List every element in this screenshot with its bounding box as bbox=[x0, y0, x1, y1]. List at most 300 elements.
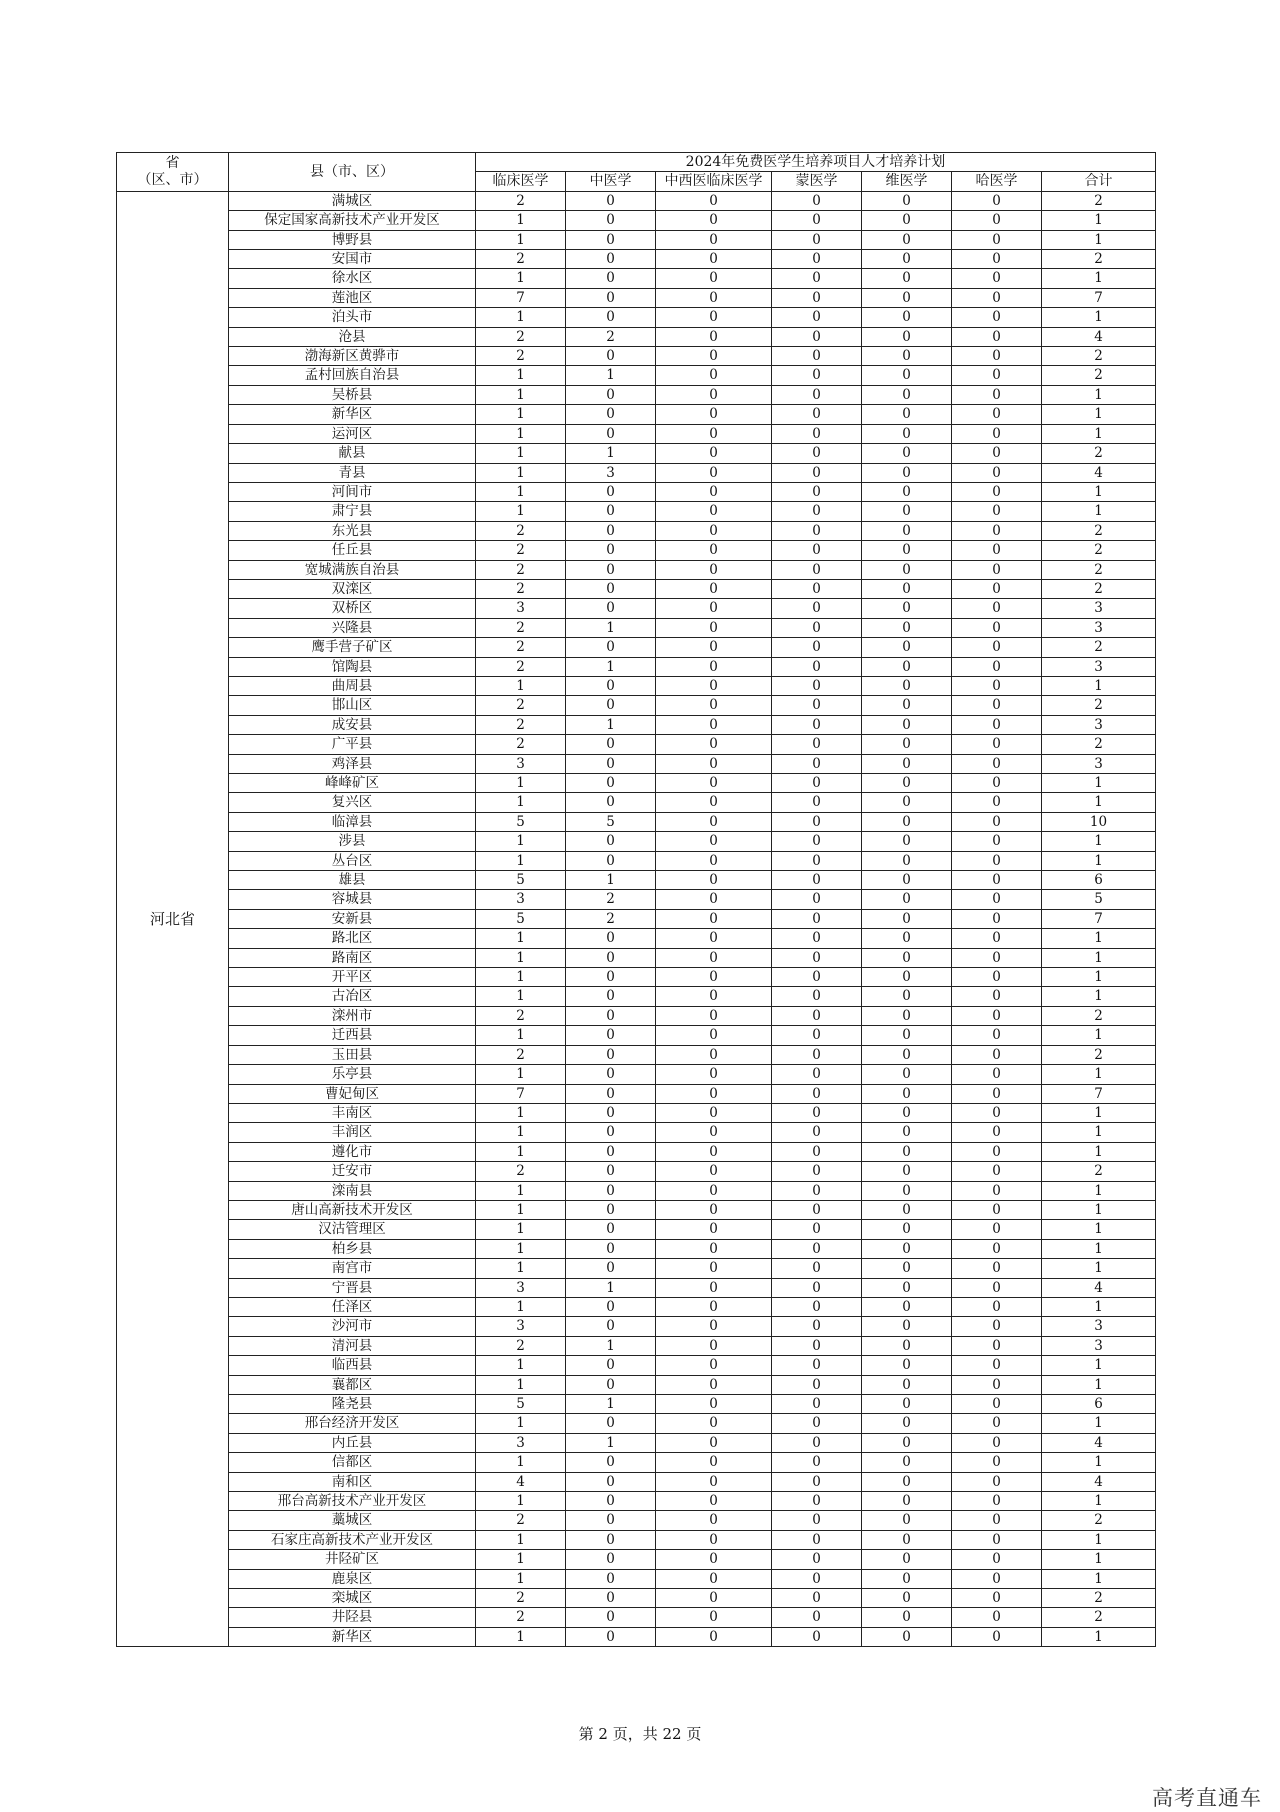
value-cell: 2 bbox=[476, 521, 566, 540]
value-cell: 1 bbox=[566, 444, 656, 463]
value-cell: 1 bbox=[476, 948, 566, 967]
value-cell: 0 bbox=[952, 211, 1042, 230]
value-cell: 1 bbox=[476, 424, 566, 443]
value-cell: 1 bbox=[476, 1627, 566, 1646]
value-cell: 0 bbox=[862, 1259, 952, 1278]
value-cell: 0 bbox=[952, 1220, 1042, 1239]
value-cell: 0 bbox=[656, 541, 772, 560]
value-cell: 1 bbox=[566, 715, 656, 734]
table-row bbox=[117, 230, 1156, 249]
county-cell: 徐水区 bbox=[229, 269, 476, 288]
value-cell: 1 bbox=[1042, 1181, 1156, 1200]
value-cell: 0 bbox=[772, 1569, 862, 1588]
county-cell: 青县 bbox=[229, 463, 476, 482]
value-cell: 2 bbox=[476, 1336, 566, 1355]
table-row bbox=[117, 1395, 1156, 1414]
county-cell: 容城县 bbox=[229, 890, 476, 909]
value-cell: 0 bbox=[952, 929, 1042, 948]
value-cell: 1 bbox=[1042, 1123, 1156, 1142]
column-header: 维医学 bbox=[862, 172, 952, 191]
value-cell: 0 bbox=[772, 1627, 862, 1646]
value-cell: 0 bbox=[772, 890, 862, 909]
table-row bbox=[117, 929, 1156, 948]
value-cell: 1 bbox=[476, 230, 566, 249]
value-cell: 3 bbox=[476, 890, 566, 909]
value-cell: 0 bbox=[772, 948, 862, 967]
watermark-text: 高考直通车 bbox=[1152, 1786, 1262, 1810]
value-cell: 0 bbox=[862, 444, 952, 463]
value-cell: 0 bbox=[772, 327, 862, 346]
value-cell: 0 bbox=[656, 1492, 772, 1511]
value-cell: 1 bbox=[476, 463, 566, 482]
value-cell: 2 bbox=[566, 327, 656, 346]
value-cell: 3 bbox=[566, 463, 656, 482]
value-cell: 0 bbox=[656, 832, 772, 851]
value-cell: 0 bbox=[656, 638, 772, 657]
value-cell: 0 bbox=[656, 211, 772, 230]
value-cell: 0 bbox=[772, 1142, 862, 1161]
value-cell: 0 bbox=[952, 1200, 1042, 1219]
value-cell: 0 bbox=[656, 1589, 772, 1608]
value-cell: 0 bbox=[862, 1142, 952, 1161]
value-cell: 0 bbox=[566, 502, 656, 521]
county-cell: 双桥区 bbox=[229, 599, 476, 618]
table-row bbox=[117, 1356, 1156, 1375]
value-cell: 0 bbox=[952, 424, 1042, 443]
table-row bbox=[117, 1608, 1156, 1627]
county-cell: 临漳县 bbox=[229, 812, 476, 831]
value-cell: 0 bbox=[952, 1589, 1042, 1608]
value-cell: 0 bbox=[952, 1356, 1042, 1375]
county-cell: 南和区 bbox=[229, 1472, 476, 1491]
county-cell: 襄都区 bbox=[229, 1375, 476, 1394]
table-row bbox=[117, 968, 1156, 987]
value-cell: 0 bbox=[862, 1569, 952, 1588]
table-row bbox=[117, 638, 1156, 657]
county-cell: 滦州市 bbox=[229, 1006, 476, 1025]
value-cell: 0 bbox=[772, 638, 862, 657]
value-cell: 1 bbox=[1042, 1375, 1156, 1394]
value-cell: 0 bbox=[566, 482, 656, 501]
value-cell: 0 bbox=[656, 657, 772, 676]
value-cell: 3 bbox=[1042, 754, 1156, 773]
value-cell: 2 bbox=[1042, 735, 1156, 754]
county-header: 县（市、区） bbox=[229, 153, 476, 192]
value-cell: 0 bbox=[862, 1239, 952, 1258]
value-cell: 0 bbox=[566, 288, 656, 307]
value-cell: 0 bbox=[772, 308, 862, 327]
value-cell: 0 bbox=[656, 250, 772, 269]
value-cell: 0 bbox=[772, 1278, 862, 1297]
value-cell: 0 bbox=[862, 1336, 952, 1355]
county-cell: 馆陶县 bbox=[229, 657, 476, 676]
value-cell: 0 bbox=[862, 1123, 952, 1142]
value-cell: 5 bbox=[476, 909, 566, 928]
value-cell: 0 bbox=[862, 1608, 952, 1627]
table-row bbox=[117, 405, 1156, 424]
value-cell: 0 bbox=[772, 1065, 862, 1084]
value-cell: 4 bbox=[1042, 327, 1156, 346]
value-cell: 0 bbox=[566, 1530, 656, 1549]
value-cell: 0 bbox=[656, 812, 772, 831]
value-cell: 1 bbox=[1042, 405, 1156, 424]
value-cell: 1 bbox=[476, 269, 566, 288]
county-cell: 莲池区 bbox=[229, 288, 476, 307]
value-cell: 0 bbox=[952, 579, 1042, 598]
table-row bbox=[117, 1065, 1156, 1084]
value-cell: 0 bbox=[952, 1492, 1042, 1511]
value-cell: 0 bbox=[656, 327, 772, 346]
county-cell: 雄县 bbox=[229, 871, 476, 890]
value-cell: 0 bbox=[566, 1065, 656, 1084]
county-cell: 鹿泉区 bbox=[229, 1569, 476, 1588]
value-cell: 0 bbox=[566, 1220, 656, 1239]
value-cell: 0 bbox=[772, 793, 862, 812]
county-cell: 古冶区 bbox=[229, 987, 476, 1006]
value-cell: 0 bbox=[656, 1433, 772, 1452]
county-cell: 肃宁县 bbox=[229, 502, 476, 521]
county-cell: 渤海新区黄骅市 bbox=[229, 347, 476, 366]
value-cell: 2 bbox=[1042, 560, 1156, 579]
county-cell: 广平县 bbox=[229, 735, 476, 754]
county-cell: 曹妃甸区 bbox=[229, 1084, 476, 1103]
table-row bbox=[117, 890, 1156, 909]
value-cell: 0 bbox=[566, 1200, 656, 1219]
plan-title-header: 2024年免费医学生培养项目人才培养计划 bbox=[476, 153, 1156, 172]
value-cell: 1 bbox=[1042, 230, 1156, 249]
value-cell: 0 bbox=[862, 851, 952, 870]
value-cell: 0 bbox=[952, 366, 1042, 385]
table-row bbox=[117, 579, 1156, 598]
value-cell: 1 bbox=[476, 1026, 566, 1045]
value-cell: 0 bbox=[566, 1472, 656, 1491]
table-row bbox=[117, 347, 1156, 366]
value-cell: 1 bbox=[1042, 851, 1156, 870]
table-row bbox=[117, 1550, 1156, 1569]
value-cell: 1 bbox=[476, 366, 566, 385]
value-cell: 0 bbox=[952, 444, 1042, 463]
column-header: 中医学 bbox=[566, 172, 656, 191]
value-cell: 1 bbox=[1042, 1530, 1156, 1549]
value-cell: 1 bbox=[566, 1395, 656, 1414]
value-cell: 0 bbox=[862, 1356, 952, 1375]
value-cell: 1 bbox=[476, 1414, 566, 1433]
table-row bbox=[117, 308, 1156, 327]
value-cell: 0 bbox=[566, 1608, 656, 1627]
value-cell: 0 bbox=[772, 1006, 862, 1025]
value-cell: 0 bbox=[566, 579, 656, 598]
value-cell: 0 bbox=[656, 1511, 772, 1530]
value-cell: 1 bbox=[476, 1239, 566, 1258]
value-cell: 2 bbox=[1042, 579, 1156, 598]
county-cell: 迁安市 bbox=[229, 1162, 476, 1181]
value-cell: 0 bbox=[566, 754, 656, 773]
county-cell: 汉沽管理区 bbox=[229, 1220, 476, 1239]
value-cell: 1 bbox=[1042, 1356, 1156, 1375]
value-cell: 0 bbox=[862, 909, 952, 928]
value-cell: 0 bbox=[656, 444, 772, 463]
value-cell: 0 bbox=[656, 1006, 772, 1025]
value-cell: 0 bbox=[952, 1414, 1042, 1433]
value-cell: 0 bbox=[656, 366, 772, 385]
table-row bbox=[117, 463, 1156, 482]
value-cell: 0 bbox=[656, 754, 772, 773]
value-cell: 0 bbox=[952, 1297, 1042, 1316]
value-cell: 0 bbox=[772, 541, 862, 560]
value-cell: 5 bbox=[1042, 890, 1156, 909]
value-cell: 2 bbox=[476, 1608, 566, 1627]
value-cell: 0 bbox=[772, 1181, 862, 1200]
county-cell: 邢台高新技术产业开发区 bbox=[229, 1492, 476, 1511]
value-cell: 2 bbox=[1042, 366, 1156, 385]
value-cell: 0 bbox=[772, 909, 862, 928]
value-cell: 0 bbox=[656, 269, 772, 288]
value-cell: 0 bbox=[952, 308, 1042, 327]
value-cell: 1 bbox=[1042, 987, 1156, 1006]
value-cell: 0 bbox=[566, 599, 656, 618]
value-cell: 0 bbox=[772, 405, 862, 424]
table-row bbox=[117, 1375, 1156, 1394]
value-cell: 0 bbox=[862, 638, 952, 657]
value-cell: 2 bbox=[476, 1589, 566, 1608]
value-cell: 1 bbox=[566, 366, 656, 385]
value-cell: 2 bbox=[1042, 1162, 1156, 1181]
county-cell: 滦南县 bbox=[229, 1181, 476, 1200]
value-cell: 2 bbox=[1042, 541, 1156, 560]
value-cell: 0 bbox=[656, 1142, 772, 1161]
table-row bbox=[117, 191, 1156, 210]
value-cell: 1 bbox=[476, 774, 566, 793]
value-cell: 0 bbox=[656, 851, 772, 870]
value-cell: 2 bbox=[476, 1511, 566, 1530]
value-cell: 0 bbox=[656, 735, 772, 754]
value-cell: 0 bbox=[772, 1220, 862, 1239]
value-cell: 0 bbox=[952, 1453, 1042, 1472]
value-cell: 0 bbox=[566, 1550, 656, 1569]
value-cell: 0 bbox=[656, 308, 772, 327]
value-cell: 0 bbox=[566, 987, 656, 1006]
table-row bbox=[117, 851, 1156, 870]
table-row bbox=[117, 269, 1156, 288]
value-cell: 0 bbox=[952, 1336, 1042, 1355]
value-cell: 0 bbox=[566, 1026, 656, 1045]
value-cell: 0 bbox=[952, 871, 1042, 890]
value-cell: 0 bbox=[952, 1530, 1042, 1549]
value-cell: 0 bbox=[656, 579, 772, 598]
value-cell: 0 bbox=[772, 1472, 862, 1491]
value-cell: 1 bbox=[1042, 1414, 1156, 1433]
value-cell: 0 bbox=[952, 1239, 1042, 1258]
table-row bbox=[117, 735, 1156, 754]
value-cell: 0 bbox=[952, 385, 1042, 404]
value-cell: 0 bbox=[862, 1200, 952, 1219]
value-cell: 0 bbox=[656, 1375, 772, 1394]
value-cell: 0 bbox=[862, 405, 952, 424]
county-cell: 清河县 bbox=[229, 1336, 476, 1355]
county-cell: 沧县 bbox=[229, 327, 476, 346]
value-cell: 0 bbox=[862, 327, 952, 346]
value-cell: 0 bbox=[862, 385, 952, 404]
county-cell: 临西县 bbox=[229, 1356, 476, 1375]
value-cell: 2 bbox=[1042, 1608, 1156, 1627]
value-cell: 0 bbox=[772, 1336, 862, 1355]
value-cell: 0 bbox=[952, 1433, 1042, 1452]
table-row bbox=[117, 250, 1156, 269]
value-cell: 2 bbox=[476, 250, 566, 269]
value-cell: 1 bbox=[1042, 1492, 1156, 1511]
value-cell: 2 bbox=[476, 541, 566, 560]
table-row bbox=[117, 444, 1156, 463]
value-cell: 0 bbox=[952, 618, 1042, 637]
value-cell: 0 bbox=[772, 929, 862, 948]
table-row bbox=[117, 909, 1156, 928]
table-row bbox=[117, 541, 1156, 560]
value-cell: 0 bbox=[656, 1317, 772, 1336]
county-cell: 柏乡县 bbox=[229, 1239, 476, 1258]
county-cell: 新华区 bbox=[229, 405, 476, 424]
value-cell: 0 bbox=[772, 502, 862, 521]
value-cell: 0 bbox=[862, 308, 952, 327]
value-cell: 0 bbox=[862, 1550, 952, 1569]
value-cell: 0 bbox=[566, 968, 656, 987]
value-cell: 0 bbox=[656, 696, 772, 715]
value-cell: 0 bbox=[656, 1200, 772, 1219]
value-cell: 0 bbox=[772, 444, 862, 463]
value-cell: 1 bbox=[476, 1492, 566, 1511]
value-cell: 0 bbox=[772, 1103, 862, 1122]
value-cell: 0 bbox=[862, 1511, 952, 1530]
county-cell: 任泽区 bbox=[229, 1297, 476, 1316]
value-cell: 0 bbox=[952, 1627, 1042, 1646]
value-cell: 0 bbox=[862, 948, 952, 967]
county-cell: 栾城区 bbox=[229, 1589, 476, 1608]
value-cell: 0 bbox=[772, 366, 862, 385]
value-cell: 0 bbox=[566, 424, 656, 443]
table-row bbox=[117, 1162, 1156, 1181]
value-cell: 0 bbox=[952, 541, 1042, 560]
value-cell: 2 bbox=[1042, 638, 1156, 657]
value-cell: 0 bbox=[566, 1492, 656, 1511]
value-cell: 0 bbox=[772, 579, 862, 598]
value-cell: 4 bbox=[1042, 463, 1156, 482]
value-cell: 0 bbox=[566, 1162, 656, 1181]
table-row bbox=[117, 1278, 1156, 1297]
value-cell: 4 bbox=[476, 1472, 566, 1491]
value-cell: 0 bbox=[772, 250, 862, 269]
value-cell: 3 bbox=[476, 1278, 566, 1297]
value-cell: 0 bbox=[772, 1414, 862, 1433]
value-cell: 2 bbox=[1042, 1006, 1156, 1025]
value-cell: 0 bbox=[566, 1084, 656, 1103]
value-cell: 1 bbox=[476, 851, 566, 870]
value-cell: 0 bbox=[656, 405, 772, 424]
value-cell: 6 bbox=[1042, 871, 1156, 890]
value-cell: 0 bbox=[566, 832, 656, 851]
value-cell: 0 bbox=[862, 735, 952, 754]
value-cell: 0 bbox=[656, 1414, 772, 1433]
value-cell: 3 bbox=[1042, 1317, 1156, 1336]
value-cell: 0 bbox=[772, 968, 862, 987]
value-cell: 0 bbox=[952, 638, 1042, 657]
value-cell: 0 bbox=[952, 269, 1042, 288]
county-cell: 宽城满族自治县 bbox=[229, 560, 476, 579]
value-cell: 0 bbox=[862, 1453, 952, 1472]
value-cell: 0 bbox=[772, 1317, 862, 1336]
value-cell: 0 bbox=[656, 929, 772, 948]
value-cell: 0 bbox=[566, 191, 656, 210]
county-cell: 双滦区 bbox=[229, 579, 476, 598]
value-cell: 0 bbox=[656, 1162, 772, 1181]
value-cell: 0 bbox=[952, 1259, 1042, 1278]
table-row bbox=[117, 618, 1156, 637]
value-cell: 1 bbox=[476, 1259, 566, 1278]
value-cell: 0 bbox=[862, 191, 952, 210]
value-cell: 0 bbox=[772, 871, 862, 890]
value-cell: 0 bbox=[952, 1511, 1042, 1530]
value-cell: 0 bbox=[656, 347, 772, 366]
value-cell: 3 bbox=[1042, 657, 1156, 676]
value-cell: 2 bbox=[476, 560, 566, 579]
table-row bbox=[117, 1569, 1156, 1588]
table-row bbox=[117, 366, 1156, 385]
value-cell: 0 bbox=[952, 1065, 1042, 1084]
value-cell: 5 bbox=[476, 812, 566, 831]
value-cell: 0 bbox=[772, 832, 862, 851]
value-cell: 0 bbox=[952, 230, 1042, 249]
county-cell: 藁城区 bbox=[229, 1511, 476, 1530]
value-cell: 1 bbox=[1042, 1550, 1156, 1569]
value-cell: 1 bbox=[476, 1220, 566, 1239]
value-cell: 0 bbox=[772, 482, 862, 501]
county-cell: 运河区 bbox=[229, 424, 476, 443]
value-cell: 1 bbox=[476, 793, 566, 812]
value-cell: 0 bbox=[862, 987, 952, 1006]
value-cell: 1 bbox=[476, 968, 566, 987]
value-cell: 0 bbox=[566, 230, 656, 249]
county-cell: 丛台区 bbox=[229, 851, 476, 870]
value-cell: 0 bbox=[656, 1336, 772, 1355]
value-cell: 0 bbox=[656, 1084, 772, 1103]
value-cell: 1 bbox=[1042, 1065, 1156, 1084]
value-cell: 0 bbox=[772, 1550, 862, 1569]
table-row bbox=[117, 812, 1156, 831]
value-cell: 0 bbox=[566, 774, 656, 793]
value-cell: 0 bbox=[862, 1375, 952, 1394]
value-cell: 0 bbox=[772, 1589, 862, 1608]
value-cell: 0 bbox=[772, 1453, 862, 1472]
value-cell: 0 bbox=[566, 1317, 656, 1336]
value-cell: 0 bbox=[952, 250, 1042, 269]
value-cell: 1 bbox=[476, 502, 566, 521]
value-cell: 0 bbox=[772, 735, 862, 754]
county-cell: 满城区 bbox=[229, 191, 476, 210]
table-row bbox=[117, 1472, 1156, 1491]
value-cell: 3 bbox=[476, 1433, 566, 1452]
value-cell: 0 bbox=[862, 288, 952, 307]
value-cell: 0 bbox=[772, 1239, 862, 1258]
county-cell: 鹰手营子矿区 bbox=[229, 638, 476, 657]
table-row bbox=[117, 715, 1156, 734]
table-row bbox=[117, 1317, 1156, 1336]
value-cell: 0 bbox=[862, 347, 952, 366]
value-cell: 0 bbox=[772, 1084, 862, 1103]
value-cell: 0 bbox=[566, 269, 656, 288]
value-cell: 0 bbox=[656, 1472, 772, 1491]
value-cell: 0 bbox=[862, 1065, 952, 1084]
value-cell: 0 bbox=[656, 774, 772, 793]
value-cell: 0 bbox=[656, 890, 772, 909]
value-cell: 0 bbox=[862, 793, 952, 812]
